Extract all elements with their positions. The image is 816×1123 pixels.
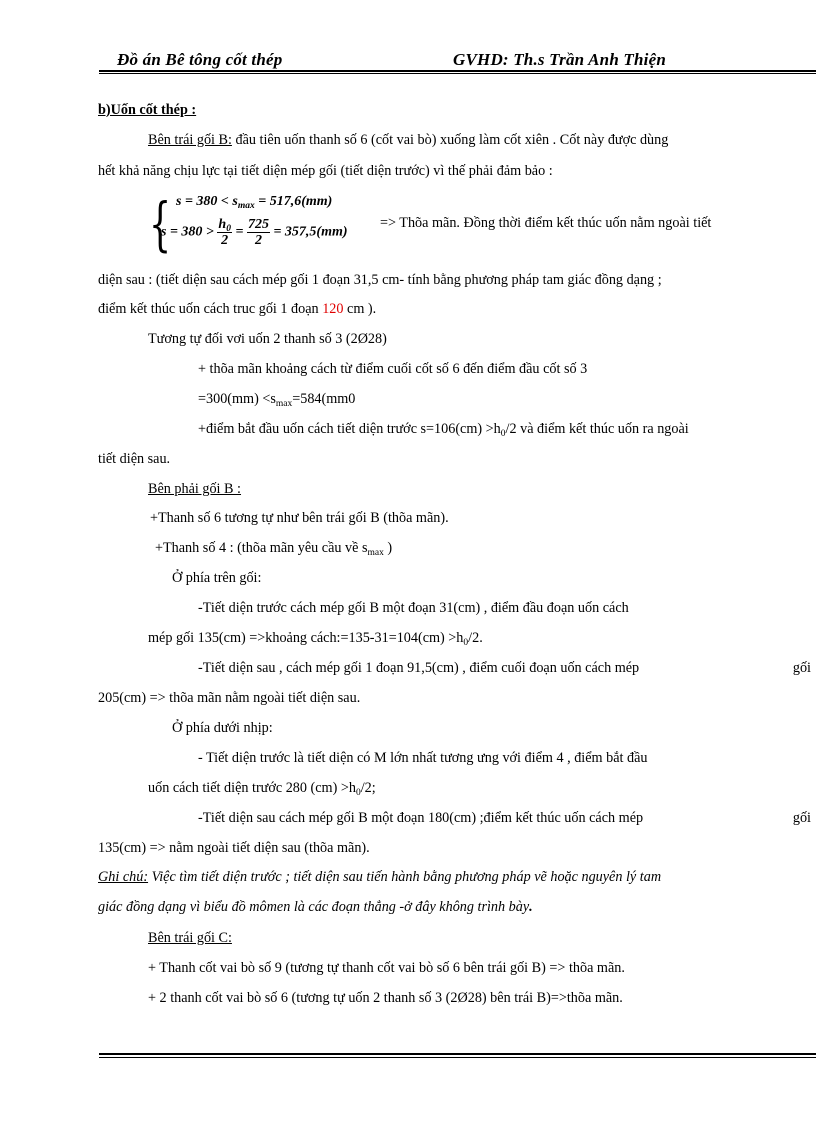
similar-line5: tiết diện sau. (98, 451, 171, 467)
above-line4: 205(cm) => thõa mãn nằm ngoài tiết diện sau. (98, 690, 361, 706)
above-line2: mép gối 135(cm) =>khoảng cách:=135-31=104(cm) $>h_0/2$. (148, 630, 483, 648)
left-c-line1: + Thanh cốt vai bò số 9 (tương tự thanh cốt vai bò số 6 bên trái gối B) => thõa mãn. (148, 960, 625, 976)
footer-rule (99, 1053, 816, 1055)
after-equation-text: => Thõa mãn. Đồng thời điểm kết thúc uốn nằm ngoài tiết (380, 215, 712, 231)
above-support-label: Ở phía trên gối: (172, 570, 262, 586)
left-b-line4: diện sau : (tiết diện sau cách mép gối 1 đoạn 31,5 cm- tính bằng phương pháp tam giác đồng dạng ; (98, 272, 662, 288)
similar-line4: +điểm bắt đầu uốn cách tiết diện trước $s=106(cm) >h_0/2$ và điểm kết thúc uốn ra ngoài (198, 421, 689, 439)
right-b-label: Bên phải gối B : (148, 481, 242, 497)
left-c-line2: + 2 thanh cốt vai bò số 6 (tương tự uốn 2 thanh số 3 (2Ø28) bên trái B)=>thõa mãn. (148, 990, 623, 1006)
note-line1: Ghi chú: Việc tìm tiết diện trước ; tiết diện sau tiến hành bằng phương pháp vẽ hoặc nguyên lý tam (98, 869, 662, 885)
similar-line3: $=300(mm) <s_{max}=584(mm0$ (198, 391, 356, 409)
equation-1: $s = 380 < s_{max} = 517,6(mm)$ (176, 194, 333, 211)
left-b-line1: Bên trái gối B: đầu tiên uốn thanh số 6 (cốt vai bò) xuống làm cốt xiên . Cốt này được dùng (148, 132, 669, 148)
brace-symbol: { (149, 190, 172, 258)
note-line2: giác đồng dạng vì biểu đồ mômen là các đoạn thẳng -ở đây không trình bày. (98, 899, 533, 915)
note-label: Ghi chú: (98, 869, 149, 885)
below-line3: -Tiết diện sau cách mép gối B một đoạn 180(cm) ;điểm kết thúc uốn cách mép gối (198, 810, 811, 826)
left-b-line5: điểm kết thúc uốn cách truc gối 1 đoạn 120 cm ). (98, 301, 377, 317)
header-rule-thin (99, 73, 816, 74)
left-c-label: Bên trái gối C: (148, 930, 232, 946)
highlight-value: 120 (322, 301, 344, 317)
above-line1: -Tiết diện trước cách mép gối B một đoạn 31(cm) , điểm đầu đoạn uốn cách (198, 600, 629, 616)
right-b-line1: +Thanh số 6 tương tự như bên trái gối B (thõa mãn). (150, 510, 449, 526)
left-b-label: Bên trái gối B: (148, 132, 232, 148)
similar-line2: + thõa mãn khoảng cách từ điểm cuối cốt số 6 đến điểm đầu cốt số 3 (198, 361, 588, 377)
below-line2: uốn cách tiết diện trước 280 $(cm) >h_0/2$; (148, 780, 376, 798)
fraction-725-over-2: $\frac{725}{2}$ (247, 217, 269, 248)
left-b-line2: hết khả năng chịu lực tại tiết diện mép gối (tiết diện trước) vì thế phải đảm bảo : (98, 163, 553, 179)
similar-line1: Tương tự đối vơi uốn 2 thanh số 3 (2Ø28) (148, 331, 387, 347)
below-line1: - Tiết diện trước là tiết diện có M lớn nhất tương ưng với điểm 4 , điểm bắt đầu (198, 750, 648, 766)
section-title: b)Uốn cốt thép : (98, 102, 197, 118)
fraction-h0-over-2: $\frac{h_0}{2}$ (218, 217, 231, 248)
header-instructor: GVHD: Th.s Trần Anh Thiện (453, 50, 666, 69)
below-line4: 135(cm) => nằm ngoài tiết diện sau (thõa mãn). (98, 840, 370, 856)
header-title-left: Đồ án Bê tông cốt thép (117, 50, 283, 69)
above-line3: -Tiết diện sau , cách mép gối 1 đoạn 91,5(cm) , điểm cuối đoạn uốn cách mép gối (198, 660, 811, 676)
header-rule (99, 70, 816, 72)
below-span-label: Ở phía dưới nhịp: (172, 720, 273, 736)
right-b-line2: +Thanh số 4 : (thõa mãn yêu cầu về $s_{max}$ ) (155, 540, 393, 558)
equation-2: s = 380 > $\frac{h_0}{2}$ = $\frac{725}{2}$ = 357,5(mm) (161, 217, 348, 248)
footer-rule-thin (99, 1057, 816, 1058)
